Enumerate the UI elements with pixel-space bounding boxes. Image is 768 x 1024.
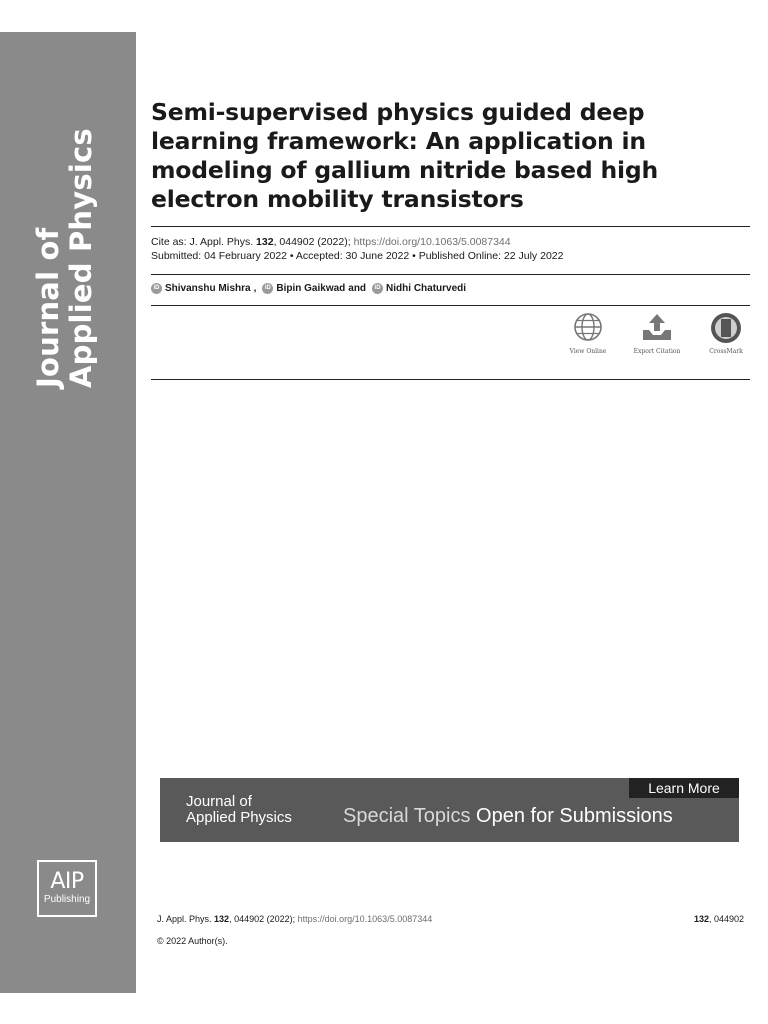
orcid-icon[interactable]: iD bbox=[151, 283, 162, 294]
journal-name-line2: Applied Physics bbox=[64, 128, 98, 388]
crossmark-icon bbox=[710, 312, 742, 344]
cite-rest: , 044902 (2022); bbox=[273, 236, 354, 248]
journal-name-vertical bbox=[32, 116, 98, 388]
divider bbox=[151, 274, 750, 275]
aip-publishing-logo[interactable] bbox=[37, 860, 97, 917]
author-name[interactable]: Shivanshu Mishra bbox=[165, 283, 251, 294]
export-icon bbox=[640, 312, 674, 342]
special-topics-banner[interactable] bbox=[160, 778, 739, 842]
banner-journal-line2: Applied Physics bbox=[186, 809, 292, 826]
footer-copyright: © 2022 Author(s). bbox=[157, 936, 228, 946]
footer-page-rest: , 044902 bbox=[709, 914, 745, 924]
footer-citation bbox=[157, 913, 432, 925]
footer-page-ref bbox=[694, 913, 744, 925]
cite-label: Cite as: J. Appl. Phys. bbox=[151, 236, 257, 248]
publishing-logo-text: Publishing bbox=[43, 894, 91, 905]
banner-journal-name bbox=[186, 794, 292, 826]
export-citation-label: Export Citation bbox=[633, 348, 681, 355]
aip-logo-text: AIP bbox=[50, 869, 84, 894]
article-title: Semi-supervised physics guided deep learning framework: An application in modeling of gallium nitride based high electron mobility transistors bbox=[151, 98, 658, 213]
footer-cite-prefix: J. Appl. Phys. bbox=[157, 914, 215, 924]
divider bbox=[151, 379, 750, 380]
globe-icon bbox=[573, 312, 603, 342]
cite-volume: 132 bbox=[256, 236, 274, 248]
banner-headline bbox=[343, 804, 673, 828]
footer-page-volume: 132 bbox=[694, 914, 710, 924]
view-online-label: View Online bbox=[569, 348, 607, 355]
learn-more-button[interactable]: Learn More bbox=[629, 778, 739, 798]
footer-cite-rest: , 044902 (2022); bbox=[229, 914, 298, 924]
author-list bbox=[151, 283, 466, 294]
author-name[interactable]: Nidhi Chaturvedi bbox=[386, 283, 467, 294]
banner-open-text: Open for Submissions bbox=[470, 805, 673, 827]
crossmark-label: CrossMark bbox=[709, 348, 743, 355]
orcid-icon[interactable]: iD bbox=[262, 283, 273, 294]
journal-sidebar bbox=[0, 32, 136, 993]
orcid-icon[interactable]: iD bbox=[372, 283, 383, 294]
author-separator: , bbox=[253, 283, 257, 294]
author-separator: and bbox=[348, 283, 367, 294]
banner-journal-line1: Journal of bbox=[186, 793, 252, 810]
view-online-button[interactable] bbox=[558, 312, 618, 355]
export-citation-button[interactable] bbox=[627, 312, 687, 355]
banner-special-topics: Special Topics bbox=[343, 805, 471, 827]
publication-dates: Submitted: 04 February 2022 • Accepted: 30 June 2022 • Published Online: 22 July 2022 bbox=[151, 250, 564, 262]
divider bbox=[151, 305, 750, 306]
crossmark-button[interactable] bbox=[696, 312, 756, 355]
divider bbox=[151, 226, 750, 227]
doi-link[interactable]: https://doi.org/10.1063/5.0087344 bbox=[353, 236, 511, 248]
footer-doi-link[interactable]: https://doi.org/10.1063/5.0087344 bbox=[297, 914, 433, 924]
journal-name-line1: Journal of bbox=[31, 227, 65, 388]
footer-volume: 132 bbox=[214, 914, 230, 924]
author-name[interactable]: Bipin Gaikwad bbox=[276, 283, 346, 294]
